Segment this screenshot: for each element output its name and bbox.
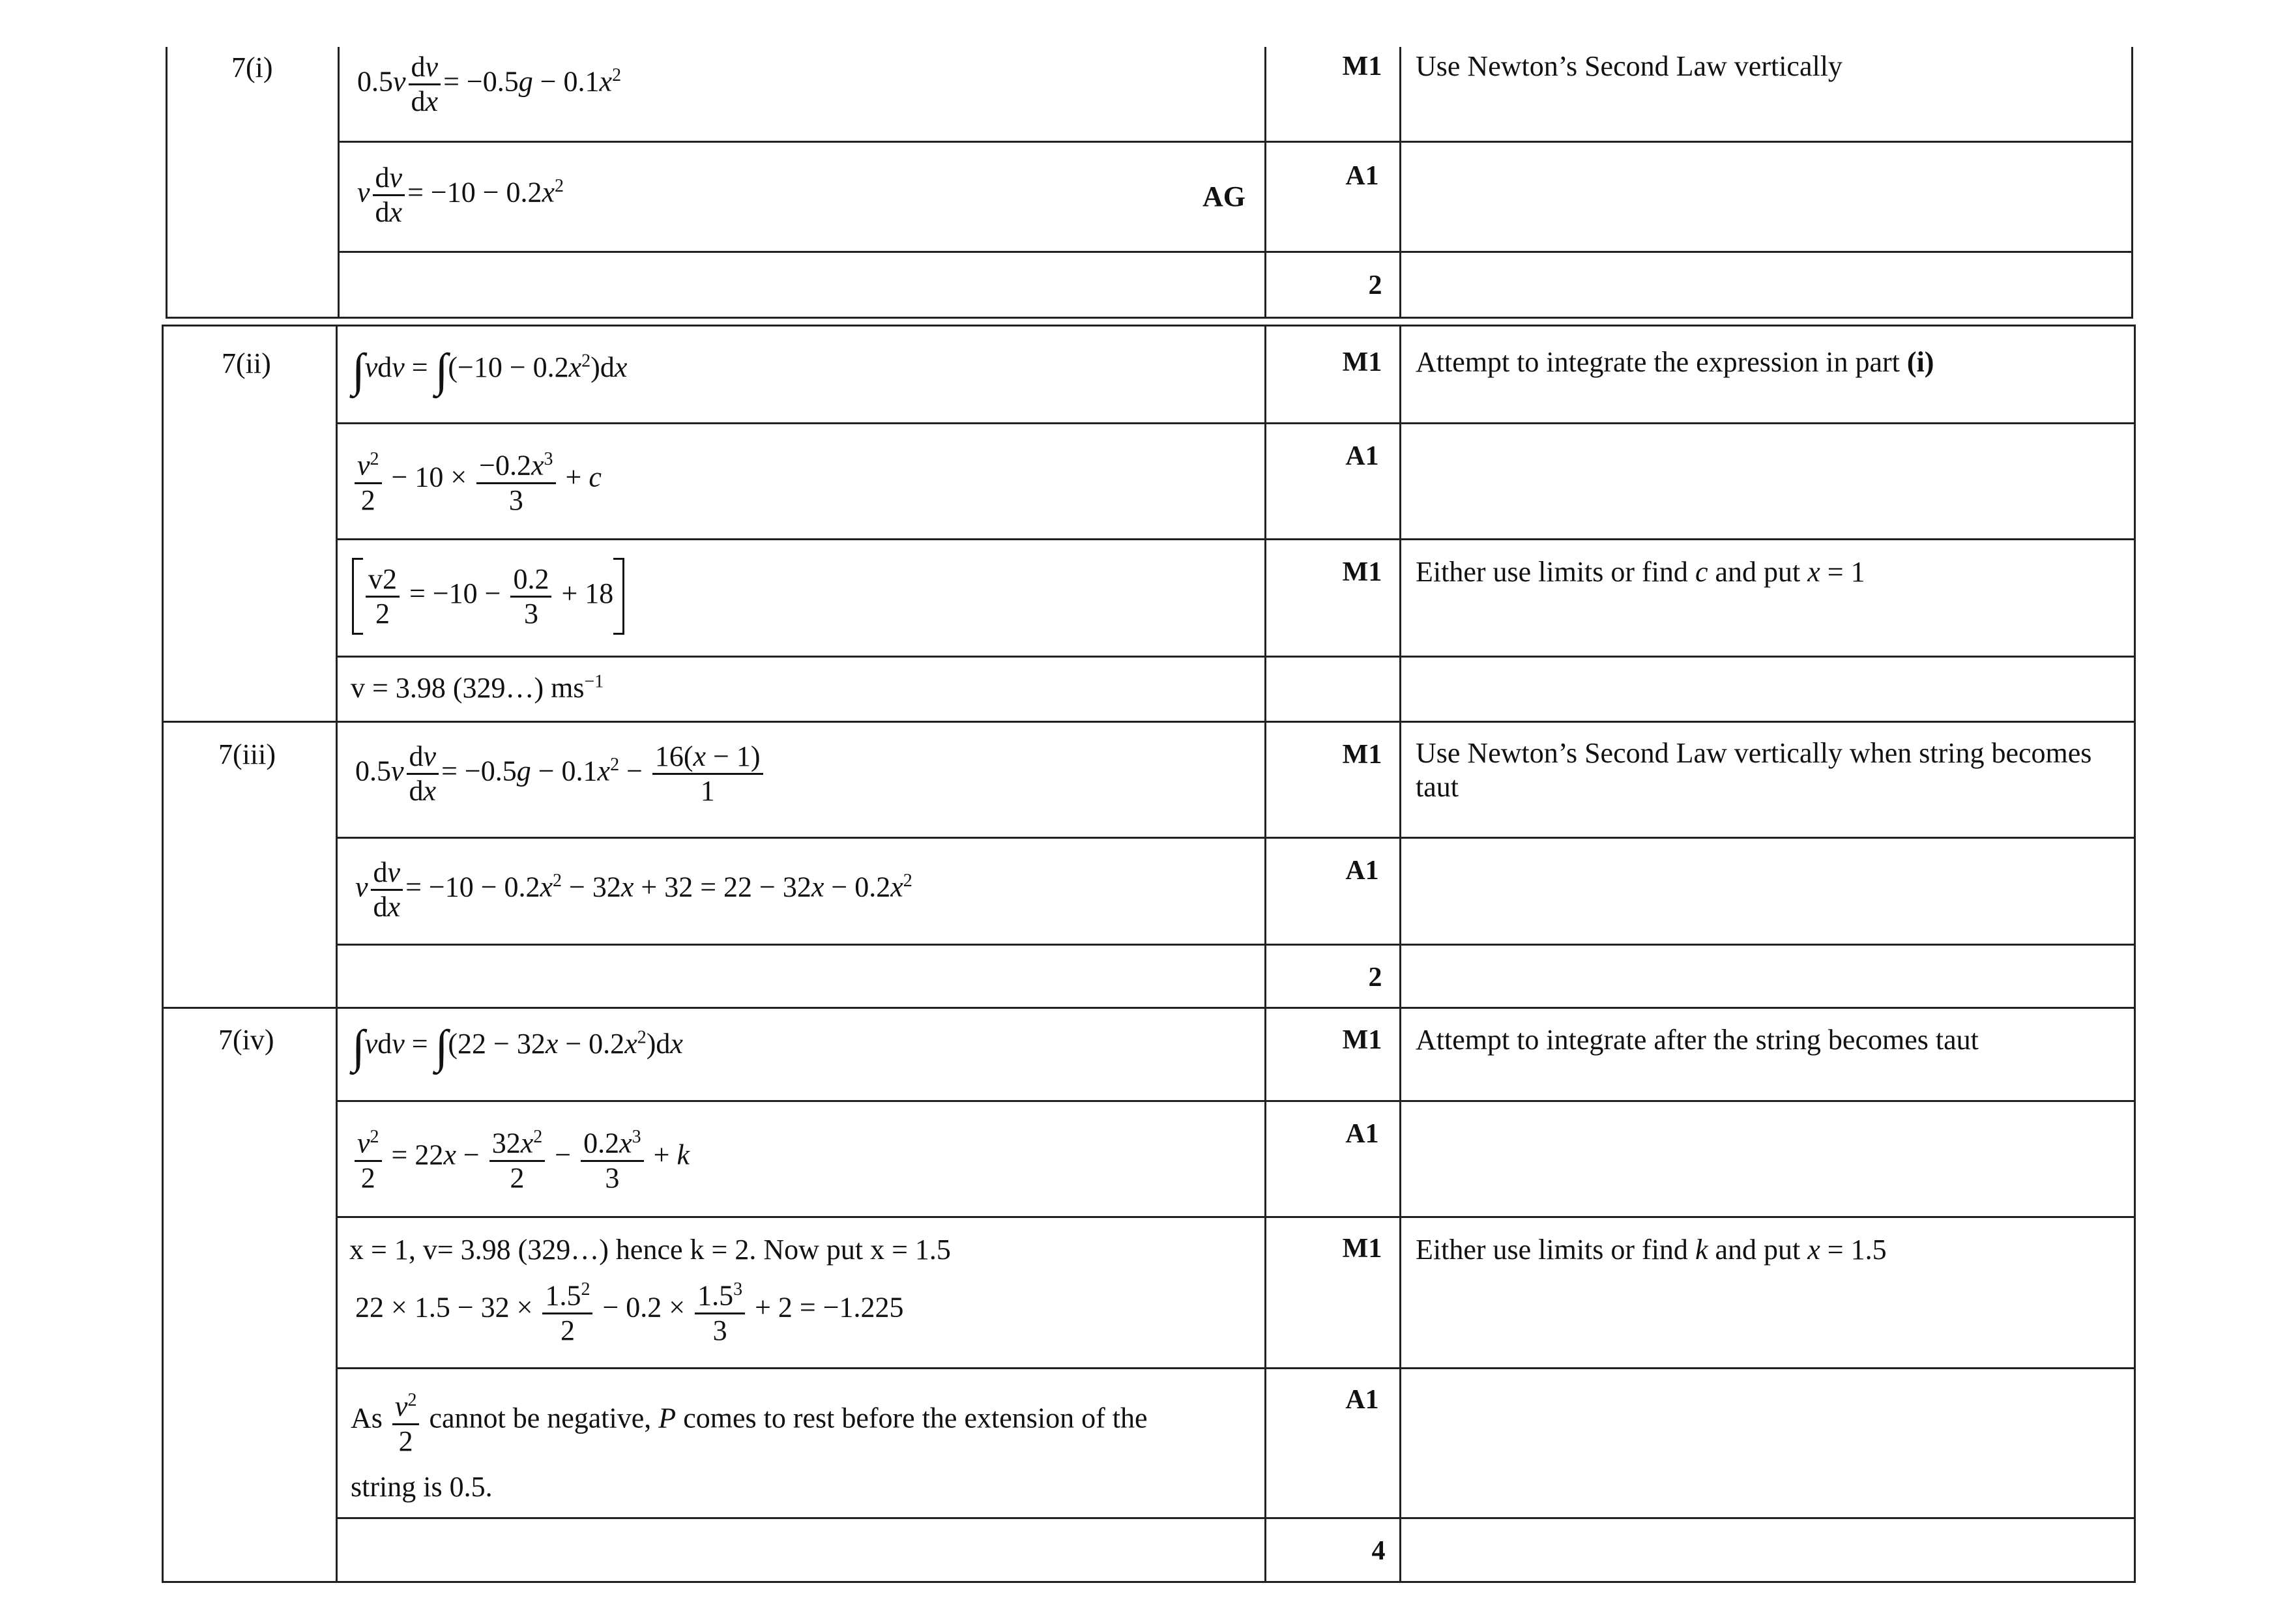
equation: 0.5v $\frac{dv}{dx}$ = $-0.5g - 0.1x^2$ − $\frac{16(x - 1)}{1}$ [355,740,766,807]
question-label: 7(iv) [218,1024,274,1056]
grid-line [336,538,2136,540]
grid-line [338,47,340,318]
grid-line [162,1581,2136,1583]
grid-line [336,837,2136,839]
mark: A1 [1345,441,1379,471]
grid-line [336,1367,2136,1369]
question-label: 7(ii) [222,347,271,379]
grid-line [166,47,168,318]
equation: $\frac{v2}{2}$ = −10 − $\frac{0.2}{3}$ + 18 [352,558,624,635]
equation: v $\frac{dv}{dx}$ = $-10 - 0.2x^2 - 32x + 32 = 22 - 32x - 0.2x^2$ [355,856,912,923]
grid-line [1399,325,1401,1582]
comment: Attempt to integrate after the string becomes taut [1416,1024,1979,1056]
grid-line [336,1517,2136,1519]
ag-label: AG [1202,181,1245,212]
equation: $\frac{v^2}{2}$ = 22x − $\frac{32x^2}{2}$ − $\frac{0.2x^3}{3}$ + k [352,1121,690,1195]
grid-line [338,251,2133,253]
comment: Attempt to integrate the expression in part (i) [1416,346,1934,378]
grid-line [2131,47,2133,318]
question-label: 7(i) [231,51,273,83]
mark: M1 [1342,1234,1382,1264]
grid-line [2134,325,2136,1582]
mark: M1 [1342,1025,1382,1055]
mark: M1 [1342,347,1382,377]
mark-total: 4 [1371,1536,1386,1566]
grid-line [166,317,2133,319]
step-text: x = 1, v= 3.98 (329…) hence k = 2. Now put x = 1.5 [349,1234,951,1266]
equation: 0.5v $\frac{dv}{dx}$ = $-0.5g - 0.1x^2$ [357,51,622,117]
grid-line [336,1100,2136,1102]
grid-line [336,656,2136,658]
grid-line [336,944,2136,946]
result-text: v = 3.98 (329…) $ms^{-1}$ [351,671,604,704]
grid-line [162,325,2135,326]
conclusion-text: string is 0.5. [351,1471,493,1503]
comment: Use Newton’s Second Law vertically when string becomes taut [1416,737,2092,803]
grid-line [336,422,2136,424]
mark: A1 [1345,1119,1379,1149]
comment: Use Newton’s Second Law vertically [1416,50,1843,82]
mark-total: 2 [1368,270,1382,300]
mark-total: 2 [1368,963,1382,993]
question-label: 7(iii) [218,738,276,770]
equation: $\int vdv = \int(22 - 32x - 0.2x^2)dx$ [352,1020,683,1073]
mark: M1 [1342,740,1382,770]
grid-line [162,1007,2136,1009]
grid-line [162,325,164,1582]
comment: Either use limits or find c and put x = 1 [1416,556,1865,588]
grid-line [336,1216,2136,1218]
mark: A1 [1345,161,1379,191]
equation: $\int vdv = \int(-10 - 0.2x^2)dx$ [352,343,628,396]
mark: M1 [1342,557,1382,587]
equation: v $\frac{dv}{dx}$ = $-10 - 0.2x^2$ [357,162,564,228]
grid-line [1264,47,1266,318]
conclusion-text: As $\frac{v^2}{2}$ cannot be negative, P comes to rest before the extension of the [351,1384,1148,1458]
comment: Either use limits or find k and put x = 1.5 [1416,1234,1887,1266]
mark: A1 [1345,1385,1379,1415]
mark: M1 [1342,51,1382,81]
grid-line [1264,325,1266,1582]
grid-line [162,721,2136,723]
grid-line [336,325,338,1582]
equation: 22 × 1.5 − 32 × $\frac{1.5^2}{2}$ − 0.2 × $\frac{1.5^3}{3}$ + 2 = −1.225 [355,1273,904,1347]
grid-line [338,141,2133,143]
equation: $\frac{v^2}{2}$ − 10 × $\frac{-0.2x^3}{3}$ + c [352,443,602,517]
mark: A1 [1345,856,1379,886]
